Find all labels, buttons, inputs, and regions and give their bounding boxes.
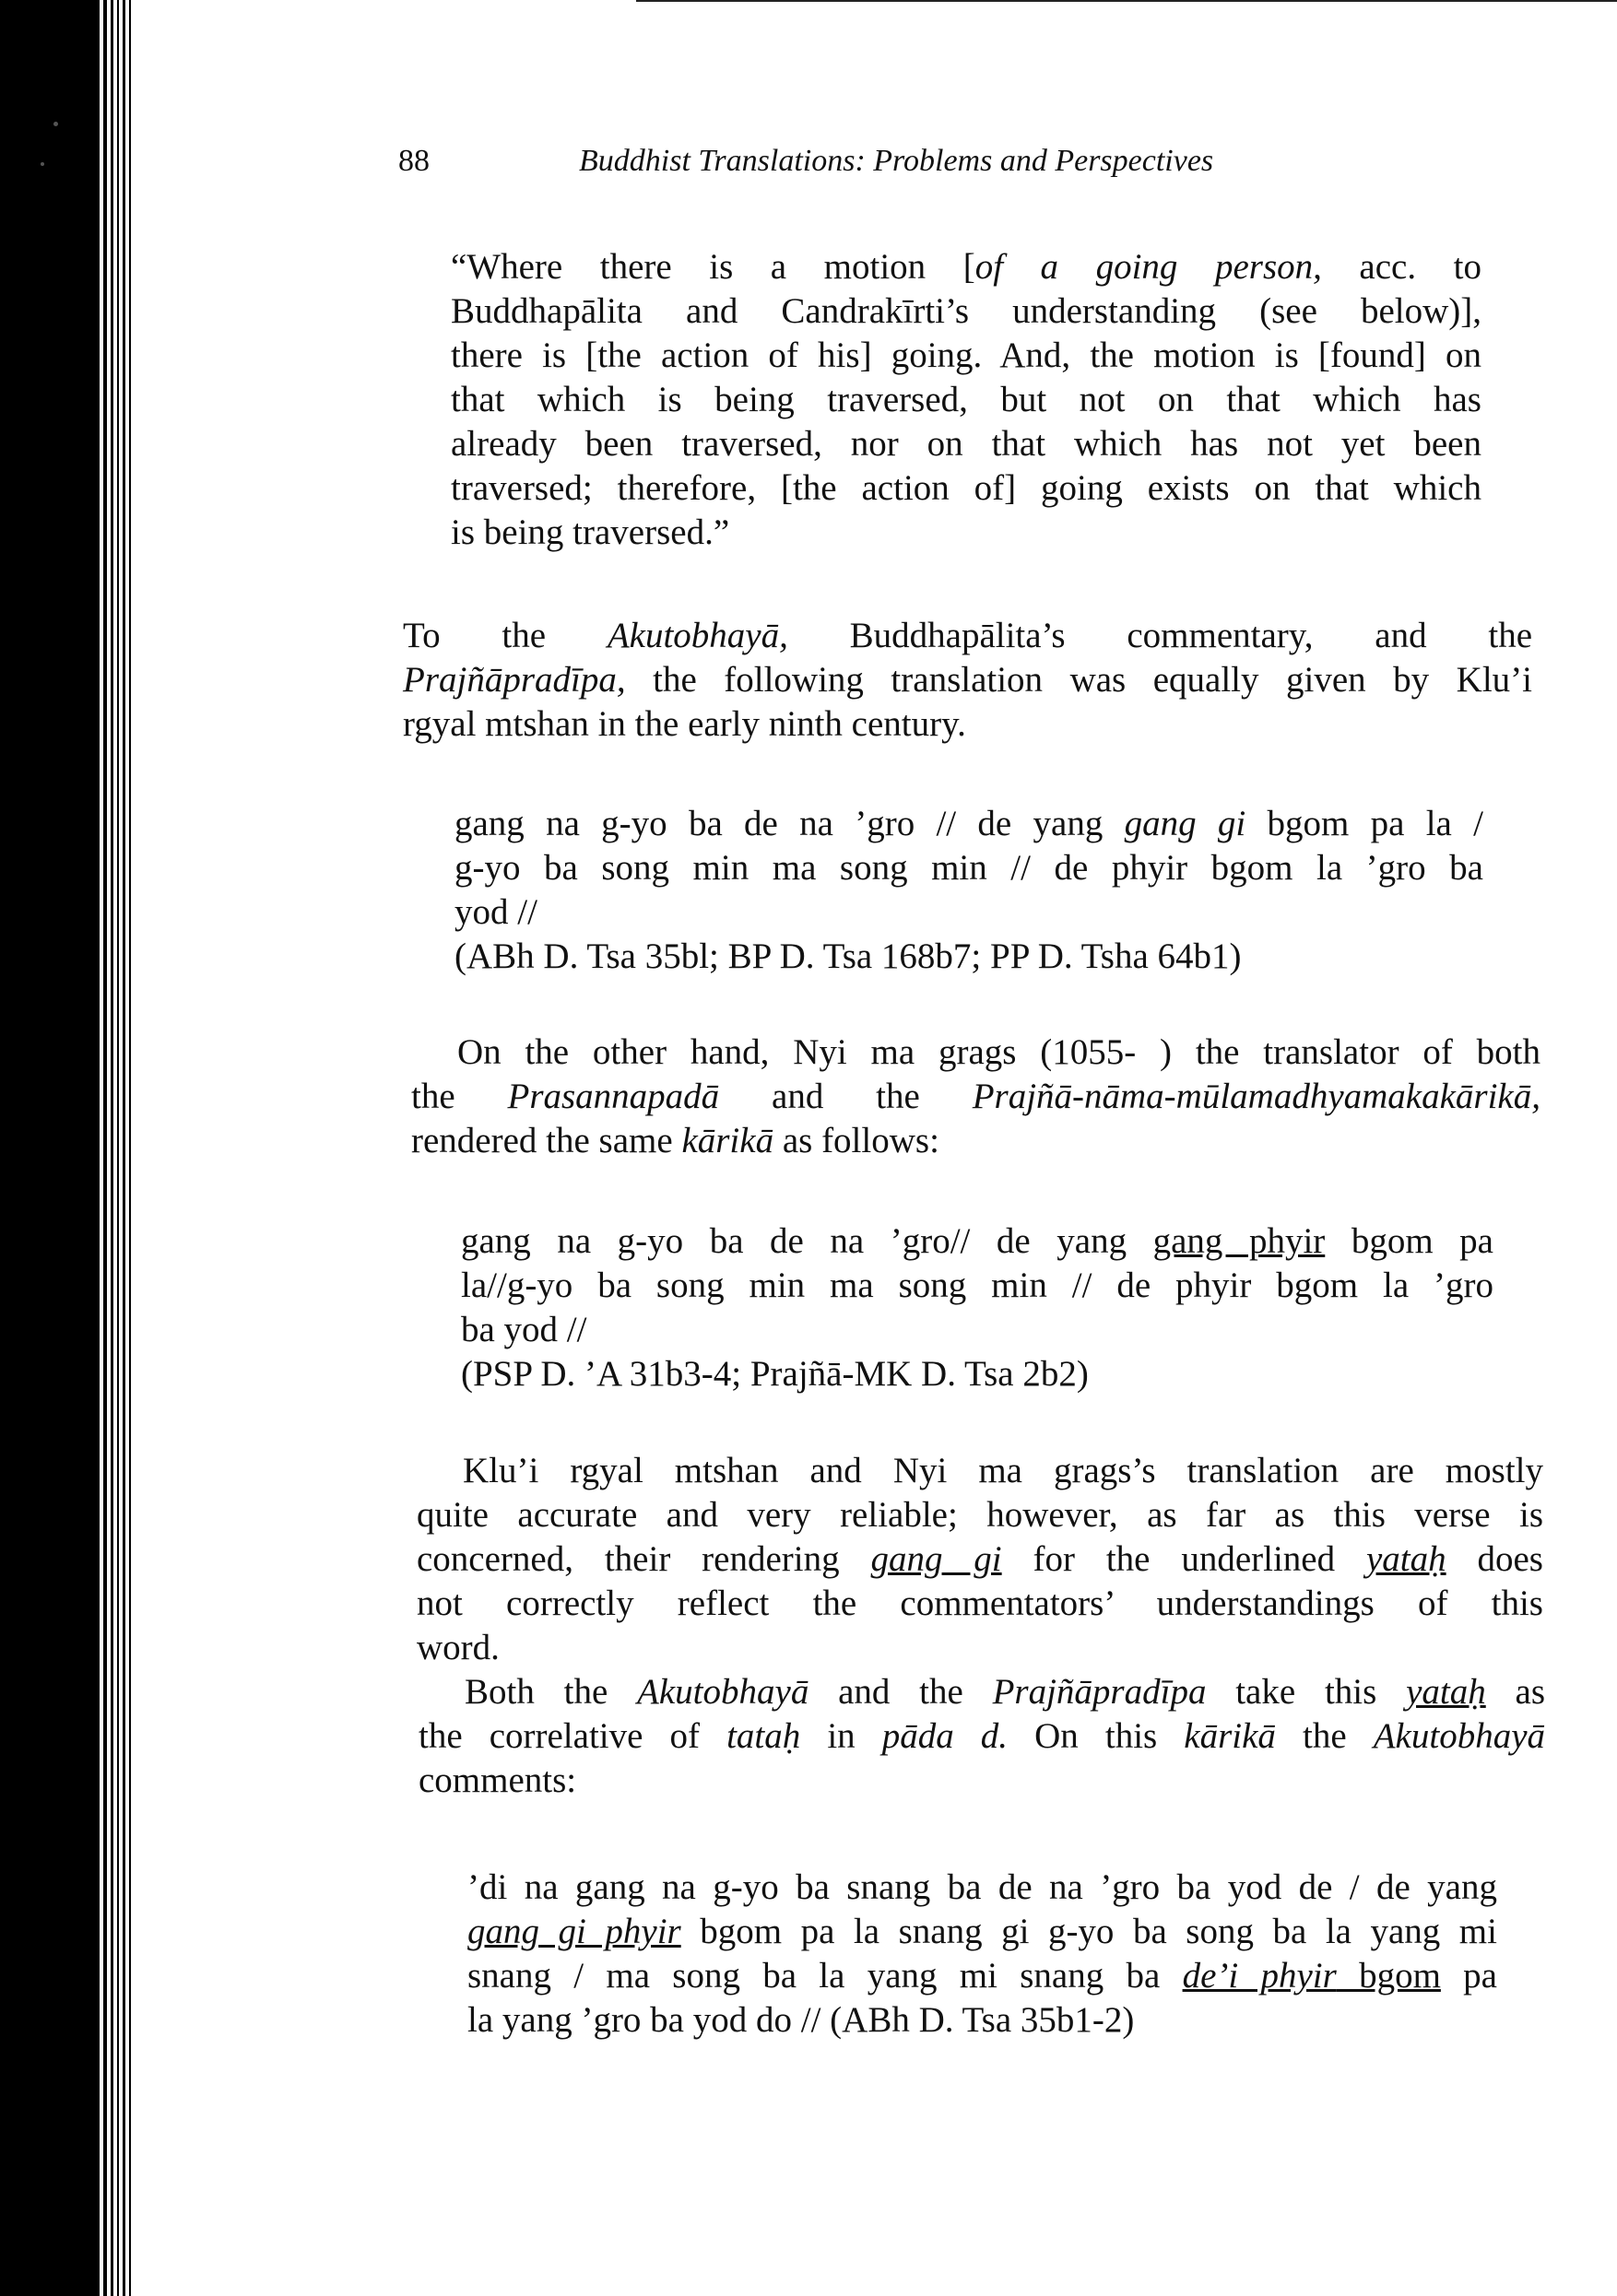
paragraph-other-hand: On the other hand, Nyi ma grags (1055- ) the translator of both the Prasannapadā and the Prajñā-nāma-mūlamadhyamakakārikā, rendered the same kārikā as follows:: [411, 1032, 1540, 1160]
citation: (ABh D. Tsa 35bl; BP D. Tsa 168b7; PP D. Tsha 64b1): [454, 936, 1242, 976]
paragraph-correlative: Both the Akutobhayā and the Prajñāpradīpa take this yataḥ as the correlative of tataḥ in pāda d. On this kārikā the Akutobhayā comments:: [419, 1672, 1546, 1800]
block-quote: “Where there is a motion [of a going person, acc. to Buddhapālita and Candrakīrti’s understanding (see below)], there is [the action of his] going. And, the motion is [found] on that which is being traversed, but not on that which has already been traversed, nor on that which has not yet been traversed; therefore, [the action of] going exists on that which is being traversed.”: [451, 247, 1481, 552]
tibetan-quote-3: ’di na gang na g-yo ba snang ba de na ’gro ba yod de / de yang gang gi phyir bgom pa la snang gi g-yo ba song ba la yang mi snang / ma song ba la yang mi snang ba de’i phyir bgom pa la yang ’gro ba yod do // (ABh D. Tsa 35b1-2): [467, 1867, 1497, 2040]
tibetan-quote-1: gang na g-yo ba de na ’gro // de yang gang gi bgom pa la / g-yo ba song min ma song min // de phyir bgom la ’gro ba yod // (ABh D. Tsa 35bl; BP D. Tsa 168b7; PP D. Tsha 64b1): [454, 802, 1483, 979]
citation: (PSP D. ’A 31b3-4; Prajñā-MK D. Tsa 2b2): [461, 1354, 1089, 1394]
paragraph-accuracy: Klu’i rgyal mtshan and Nyi ma grags’s translation are mostly quite accurate and very reliable; however, as far as this verse is concerned, their rendering gang gi for the underlined yataḥ does not correctly reflect the commentators’ understandings of this word.: [417, 1451, 1543, 1667]
tibetan-quote-2: gang na g-yo ba de na ’gro// de yang gang phyir bgom pa la//g-yo ba song min ma song min // de phyir bgom la ’gro ba yod // (PSP D. ’A 31b3-4; Prajñā-MK D. Tsa 2b2): [461, 1219, 1493, 1396]
page-number: 88: [398, 144, 430, 178]
running-title: Buddhist Translations: Problems and Perspectives: [579, 144, 1214, 178]
paragraph-intro: To the Akutobhayā, Buddhapālita’s commentary, and the Prajñāpradīpa, the following translation was equally given by Klu’i rgyal mtshan in the early ninth century.: [403, 616, 1533, 744]
